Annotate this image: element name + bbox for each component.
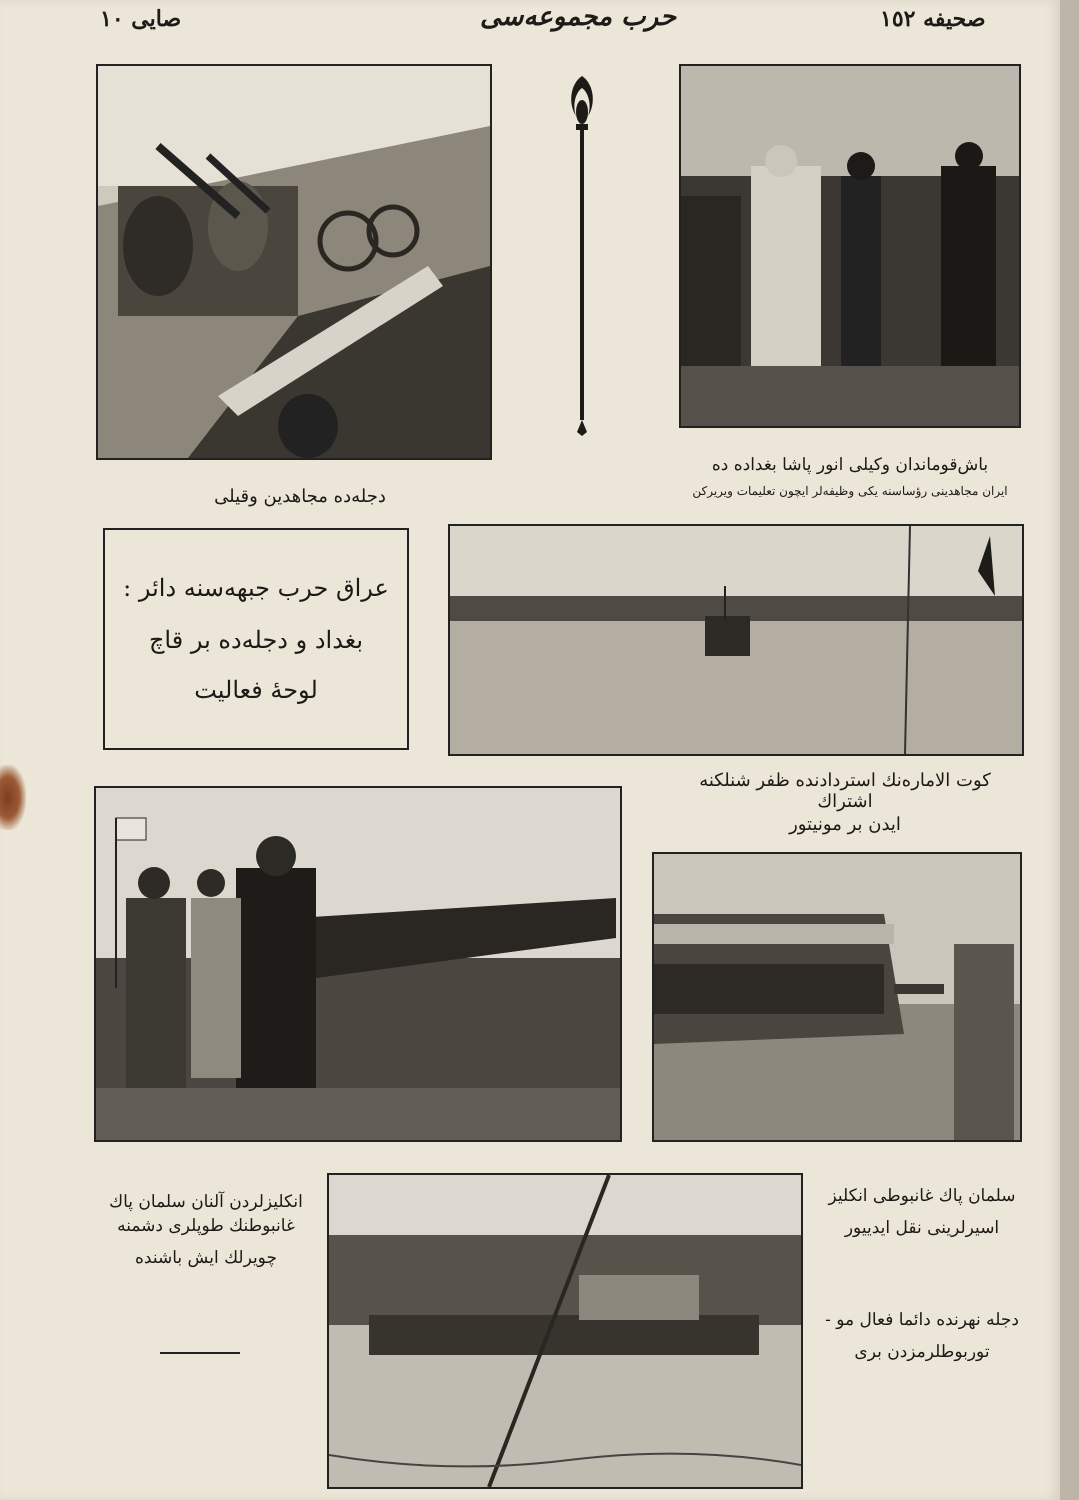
caption-enver-pasha-line2: ایران مجاهدینی رؤساسنه یکی وظیفه‌لر ایچون تعلیمات ویریرکن: [692, 484, 1008, 498]
flourish-divider: [160, 1352, 240, 1354]
caption-monitor-line2: ایدن بر مونیتور: [789, 814, 901, 835]
section-title-box: [103, 528, 409, 750]
page-label: صحیفه ١٥٢: [880, 6, 986, 32]
caption-gunboat-guns-line2: غانبوطنك طوپلری دشمنه: [117, 1216, 295, 1236]
caption-monitor-line1: کوت الاماره‌نك استردادنده ظفر شنلکنه اشتراك: [699, 770, 991, 812]
photo-mujahideen-on-tigris: [96, 64, 492, 460]
photo-gunboat-prisoners: [652, 852, 1022, 1142]
section-title-line3: لوحهٔ فعالیت: [194, 676, 318, 704]
caption-prisoners-line2: اسیرلرینی نقل ایدییور: [844, 1218, 1000, 1238]
photo-gun-crew: [94, 786, 622, 1142]
photo-river-monitor: [448, 524, 1024, 756]
caption-gunboat-guns-line3: چویرلك ایش باشنده: [135, 1248, 277, 1268]
section-title-line2: بغداد و دجله‌ده بر قاچ: [148, 626, 364, 654]
caption-prisoners-line1: سلمان پاك غانبوطی انکلیز: [828, 1186, 1016, 1206]
photo-motorboat-on-tigris: [327, 1173, 803, 1489]
section-title-line1: عراق حرب جبهه‌سنه دائر :: [123, 574, 389, 602]
caption-enver-pasha-line1: باش‌قوماندان وکیلی انور پاشا بغداده ده: [711, 455, 989, 475]
caption-motorboat-line2: توربوطلرمزدن بری: [854, 1342, 990, 1362]
caption-motorboat-line1: دجله نهرنده دائما فعال مو -: [825, 1310, 1019, 1330]
ornament-divider: [564, 74, 600, 436]
caption-gunboat-guns-line1: انکلیزلردن آلنان سلمان پاك: [109, 1192, 303, 1212]
caption-mujahideen: دجله‌ده مجاهدین وقیلی: [214, 486, 386, 507]
page-title: حرب مجموعه‌سی: [480, 2, 677, 32]
issue-label: صایی ١٠: [100, 6, 182, 32]
photo-enver-pasha-baghdad: [679, 64, 1021, 428]
paper-stain: [0, 765, 26, 830]
page-edge: [1060, 0, 1079, 1500]
